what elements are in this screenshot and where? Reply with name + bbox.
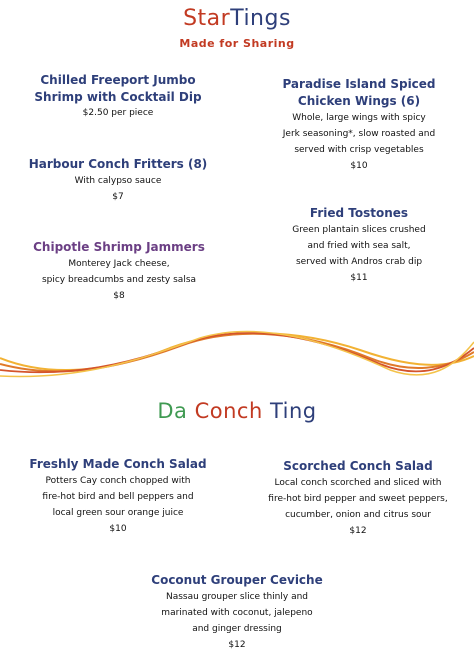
item-desc-line: Nassau grouper slice thinly and	[165, 592, 309, 602]
menu-item-conch-salad	[6, 456, 230, 537]
item-desc-line: Potters Cay conch chopped with	[45, 476, 191, 486]
item-price: $12	[349, 526, 367, 536]
item-desc-line: and ginger dressing	[192, 624, 282, 634]
item-price: $8	[113, 291, 125, 301]
wave-divider	[0, 320, 474, 390]
item-name: Freshly Made Conch Salad	[29, 457, 207, 471]
section-subtitle: Made for Sharing	[179, 37, 295, 50]
item-desc-line: Whole, large wings with spicy	[292, 113, 426, 123]
item-desc: With calypso sauce	[74, 176, 162, 186]
item-desc-line: fire-hot bird and bell peppers and	[42, 492, 194, 502]
wave-line-orange	[0, 334, 474, 372]
item-desc-line: served with crisp vegetables	[294, 145, 424, 155]
menu-item-jammers	[4, 239, 234, 304]
item-price: $12	[228, 640, 246, 650]
item-desc-line: Local conch scorched and sliced with	[274, 478, 442, 488]
title-star: Star	[183, 6, 231, 31]
menu-item-wings	[254, 76, 464, 174]
item-desc-line: marinated with coconut, jalepeno	[161, 608, 313, 618]
item-name: Harbour Conch Fritters (8)	[28, 157, 208, 171]
item-name-line: Paradise Island Spiced	[282, 77, 436, 91]
item-name-line: Chilled Freeport Jumbo	[40, 73, 196, 87]
title-tings: Tings	[230, 6, 291, 31]
item-price: $11	[350, 273, 368, 283]
item-desc-line: served with Andros crab dip	[295, 257, 423, 267]
wave-line-yellow	[0, 333, 474, 370]
item-name: Chipotle Shrimp Jammers	[33, 240, 205, 254]
item-desc-line: fire-hot bird pepper and sweet peppers,	[268, 494, 448, 504]
item-name: Scorched Conch Salad	[283, 459, 433, 473]
item-price: $10	[109, 524, 127, 534]
section-title-da-conch-ting	[0, 399, 474, 423]
title-da: Da	[157, 399, 188, 423]
menu-item-shrimp	[18, 72, 218, 121]
item-desc-line: and fried with sea salt,	[307, 241, 411, 251]
item-name: Coconut Grouper Ceviche	[151, 573, 323, 587]
item-price: $7	[112, 192, 124, 202]
section-title-startings	[0, 6, 474, 31]
item-price: $10	[350, 161, 368, 171]
title-conch: Conch	[194, 399, 263, 423]
item-desc-line: Monterey Jack cheese,	[68, 259, 170, 269]
item-desc-line: spicy breadcumbs and zesty salsa	[41, 275, 197, 285]
item-name: Fried Tostones	[309, 206, 409, 220]
item-desc-line: local green sour orange juice	[52, 508, 184, 518]
item-desc-line: Green plantain slices crushed	[292, 225, 426, 235]
menu-item-ceviche	[127, 572, 347, 653]
menu-item-fritters	[8, 156, 228, 205]
menu-item-tostones	[254, 205, 464, 286]
item-name-line: Chicken Wings (6)	[297, 94, 421, 108]
item-price: $2.50 per piece	[82, 108, 154, 118]
item-desc-line: Jerk seasoning*, slow roasted and	[282, 129, 436, 139]
menu-item-scorched-conch	[244, 458, 472, 539]
item-desc-line: cucumber, onion and citrus sour	[285, 510, 431, 520]
title-ting: Ting	[269, 399, 317, 423]
item-name-line: Shrimp with Cocktail Dip	[34, 90, 202, 104]
